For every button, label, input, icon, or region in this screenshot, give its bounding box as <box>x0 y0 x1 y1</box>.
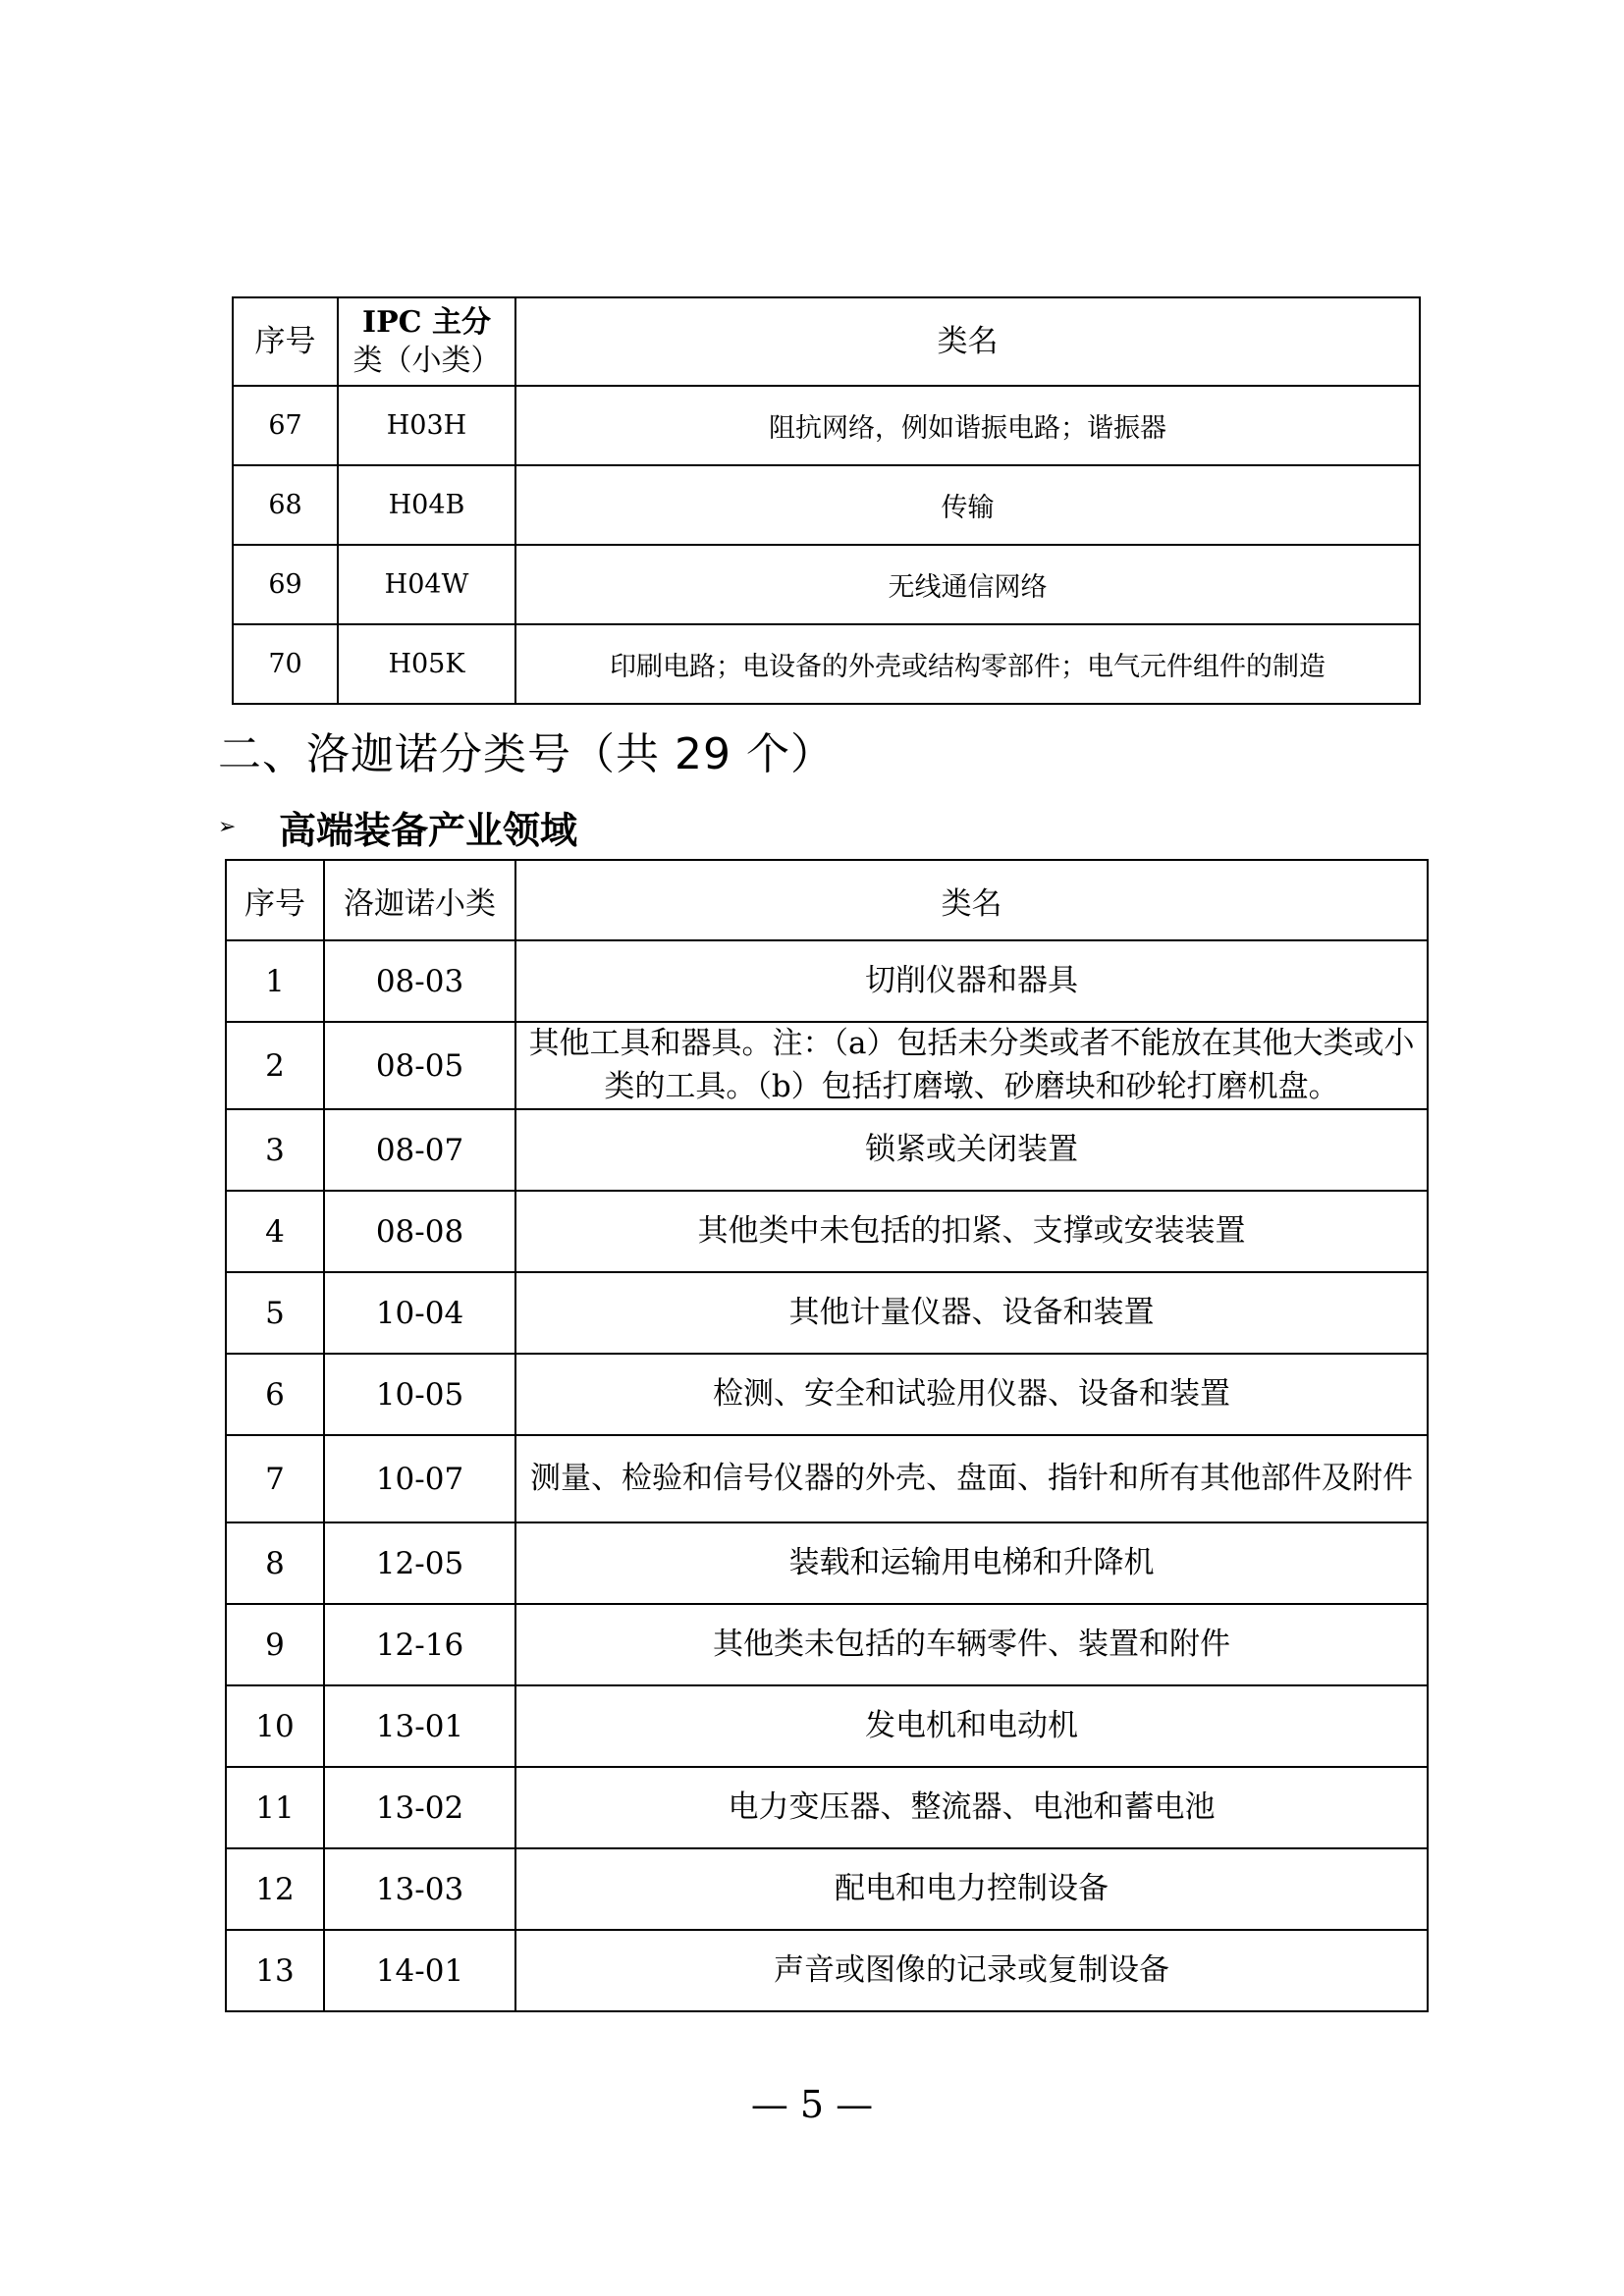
locarno-row-name: 声音或图像的记录或复制设备 <box>515 1930 1428 2011</box>
locarno-row-code: 10-05 <box>324 1354 515 1435</box>
locarno-row-seq: 8 <box>226 1522 324 1604</box>
locarno-row-seq: 9 <box>226 1604 324 1685</box>
locarno-row-seq: 13 <box>226 1930 324 2011</box>
section-subtitle <box>218 800 577 854</box>
table-row <box>226 1604 1428 1685</box>
locarno-row-name: 锁紧或关闭装置 <box>515 1109 1428 1191</box>
locarno-row-seq: 12 <box>226 1848 324 1930</box>
locarno-row-name: 其他类中未包括的扣紧、支撑或安装装置 <box>515 1191 1428 1272</box>
table-row <box>226 940 1428 1022</box>
ipc-row-code: H03H <box>338 386 515 465</box>
locarno-row-code: 13-01 <box>324 1685 515 1767</box>
table-row <box>226 1109 1428 1191</box>
locarno-row-code: 12-05 <box>324 1522 515 1604</box>
locarno-class-table <box>225 859 1429 2012</box>
table-row <box>226 1930 1428 2011</box>
locarno-row-seq: 11 <box>226 1767 324 1848</box>
locarno-row-seq: 2 <box>226 1022 324 1109</box>
locarno-row-code: 08-07 <box>324 1109 515 1191</box>
table-row <box>233 465 1420 545</box>
table-row <box>233 624 1420 704</box>
section-title: 二、洛迦诺分类号（共 29 个） <box>218 729 835 779</box>
ipc-row-seq: 68 <box>233 465 338 545</box>
locarno-row-seq: 1 <box>226 940 324 1022</box>
locarno-row-seq: 6 <box>226 1354 324 1435</box>
locarno-row-name: 发电机和电动机 <box>515 1685 1428 1767</box>
table-row <box>226 1191 1428 1272</box>
ipc-row-name: 印刷电路；电设备的外壳或结构零部件；电气元件组件的制造 <box>515 624 1420 704</box>
ipc-table-header-row <box>233 297 1420 386</box>
ipc-header-class-line2: 类（小类） <box>352 344 501 378</box>
table-row <box>226 1767 1428 1848</box>
ipc-header-class <box>338 297 515 386</box>
table-row <box>226 1354 1428 1435</box>
locarno-row-name: 其他工具和器具。注：（a）包括未分类或者不能放在其他大类或小类的工具。（b）包括打磨墩、砂磨块和砂轮打磨机盘。 <box>515 1022 1428 1109</box>
arrowhead-bullet-icon: ➢ <box>218 815 237 839</box>
table-row <box>226 1022 1428 1109</box>
locarno-row-code: 13-02 <box>324 1767 515 1848</box>
ipc-header-class-line1: IPC 主分 <box>362 305 491 340</box>
locarno-row-name: 装载和运输用电梯和升降机 <box>515 1522 1428 1604</box>
ipc-row-seq: 69 <box>233 545 338 624</box>
locarno-row-name: 测量、检验和信号仪器的外壳、盘面、指针和所有其他部件及附件 <box>515 1435 1428 1522</box>
ipc-row-seq: 67 <box>233 386 338 465</box>
table-row <box>226 1685 1428 1767</box>
table-row <box>226 1272 1428 1354</box>
table-row <box>226 1522 1428 1604</box>
table-row <box>226 1848 1428 1930</box>
locarno-row-seq: 4 <box>226 1191 324 1272</box>
locarno-row-code: 12-16 <box>324 1604 515 1685</box>
ipc-row-name: 阻抗网络，例如谐振电路；谐振器 <box>515 386 1420 465</box>
table-row <box>233 545 1420 624</box>
locarno-row-name: 配电和电力控制设备 <box>515 1848 1428 1930</box>
locarno-row-seq: 3 <box>226 1109 324 1191</box>
section-subtitle-text: 高端装备产业领域 <box>279 809 578 852</box>
table-row <box>233 386 1420 465</box>
table-row <box>226 1435 1428 1522</box>
locarno-row-name: 其他类未包括的车辆零件、装置和附件 <box>515 1604 1428 1685</box>
locarno-table-header-row <box>226 860 1428 940</box>
locarno-row-code: 08-08 <box>324 1191 515 1272</box>
ipc-row-code: H05K <box>338 624 515 704</box>
locarno-row-code: 10-04 <box>324 1272 515 1354</box>
page-number: — 5 — <box>750 2083 874 2126</box>
locarno-row-name: 检测、安全和试验用仪器、设备和装置 <box>515 1354 1428 1435</box>
ipc-row-seq: 70 <box>233 624 338 704</box>
locarno-row-code: 08-05 <box>324 1022 515 1109</box>
locarno-row-name: 电力变压器、整流器、电池和蓄电池 <box>515 1767 1428 1848</box>
ipc-row-name: 传输 <box>515 465 1420 545</box>
locarno-row-code: 10-07 <box>324 1435 515 1522</box>
locarno-row-seq: 5 <box>226 1272 324 1354</box>
locarno-row-code: 14-01 <box>324 1930 515 2011</box>
locarno-row-seq: 10 <box>226 1685 324 1767</box>
locarno-row-name: 切削仪器和器具 <box>515 940 1428 1022</box>
locarno-row-code: 13-03 <box>324 1848 515 1930</box>
ipc-row-name: 无线通信网络 <box>515 545 1420 624</box>
ipc-row-code: H04W <box>338 545 515 624</box>
ipc-header-name: 类名 <box>515 297 1420 386</box>
ipc-class-table <box>232 296 1421 705</box>
locarno-row-code: 08-03 <box>324 940 515 1022</box>
locarno-row-seq: 7 <box>226 1435 324 1522</box>
ipc-header-seq: 序号 <box>233 297 338 386</box>
ipc-row-code: H04B <box>338 465 515 545</box>
locarno-header-name: 类名 <box>515 860 1428 940</box>
locarno-header-seq: 序号 <box>226 860 324 940</box>
locarno-row-name: 其他计量仪器、设备和装置 <box>515 1272 1428 1354</box>
locarno-header-class: 洛迦诺小类 <box>324 860 515 940</box>
